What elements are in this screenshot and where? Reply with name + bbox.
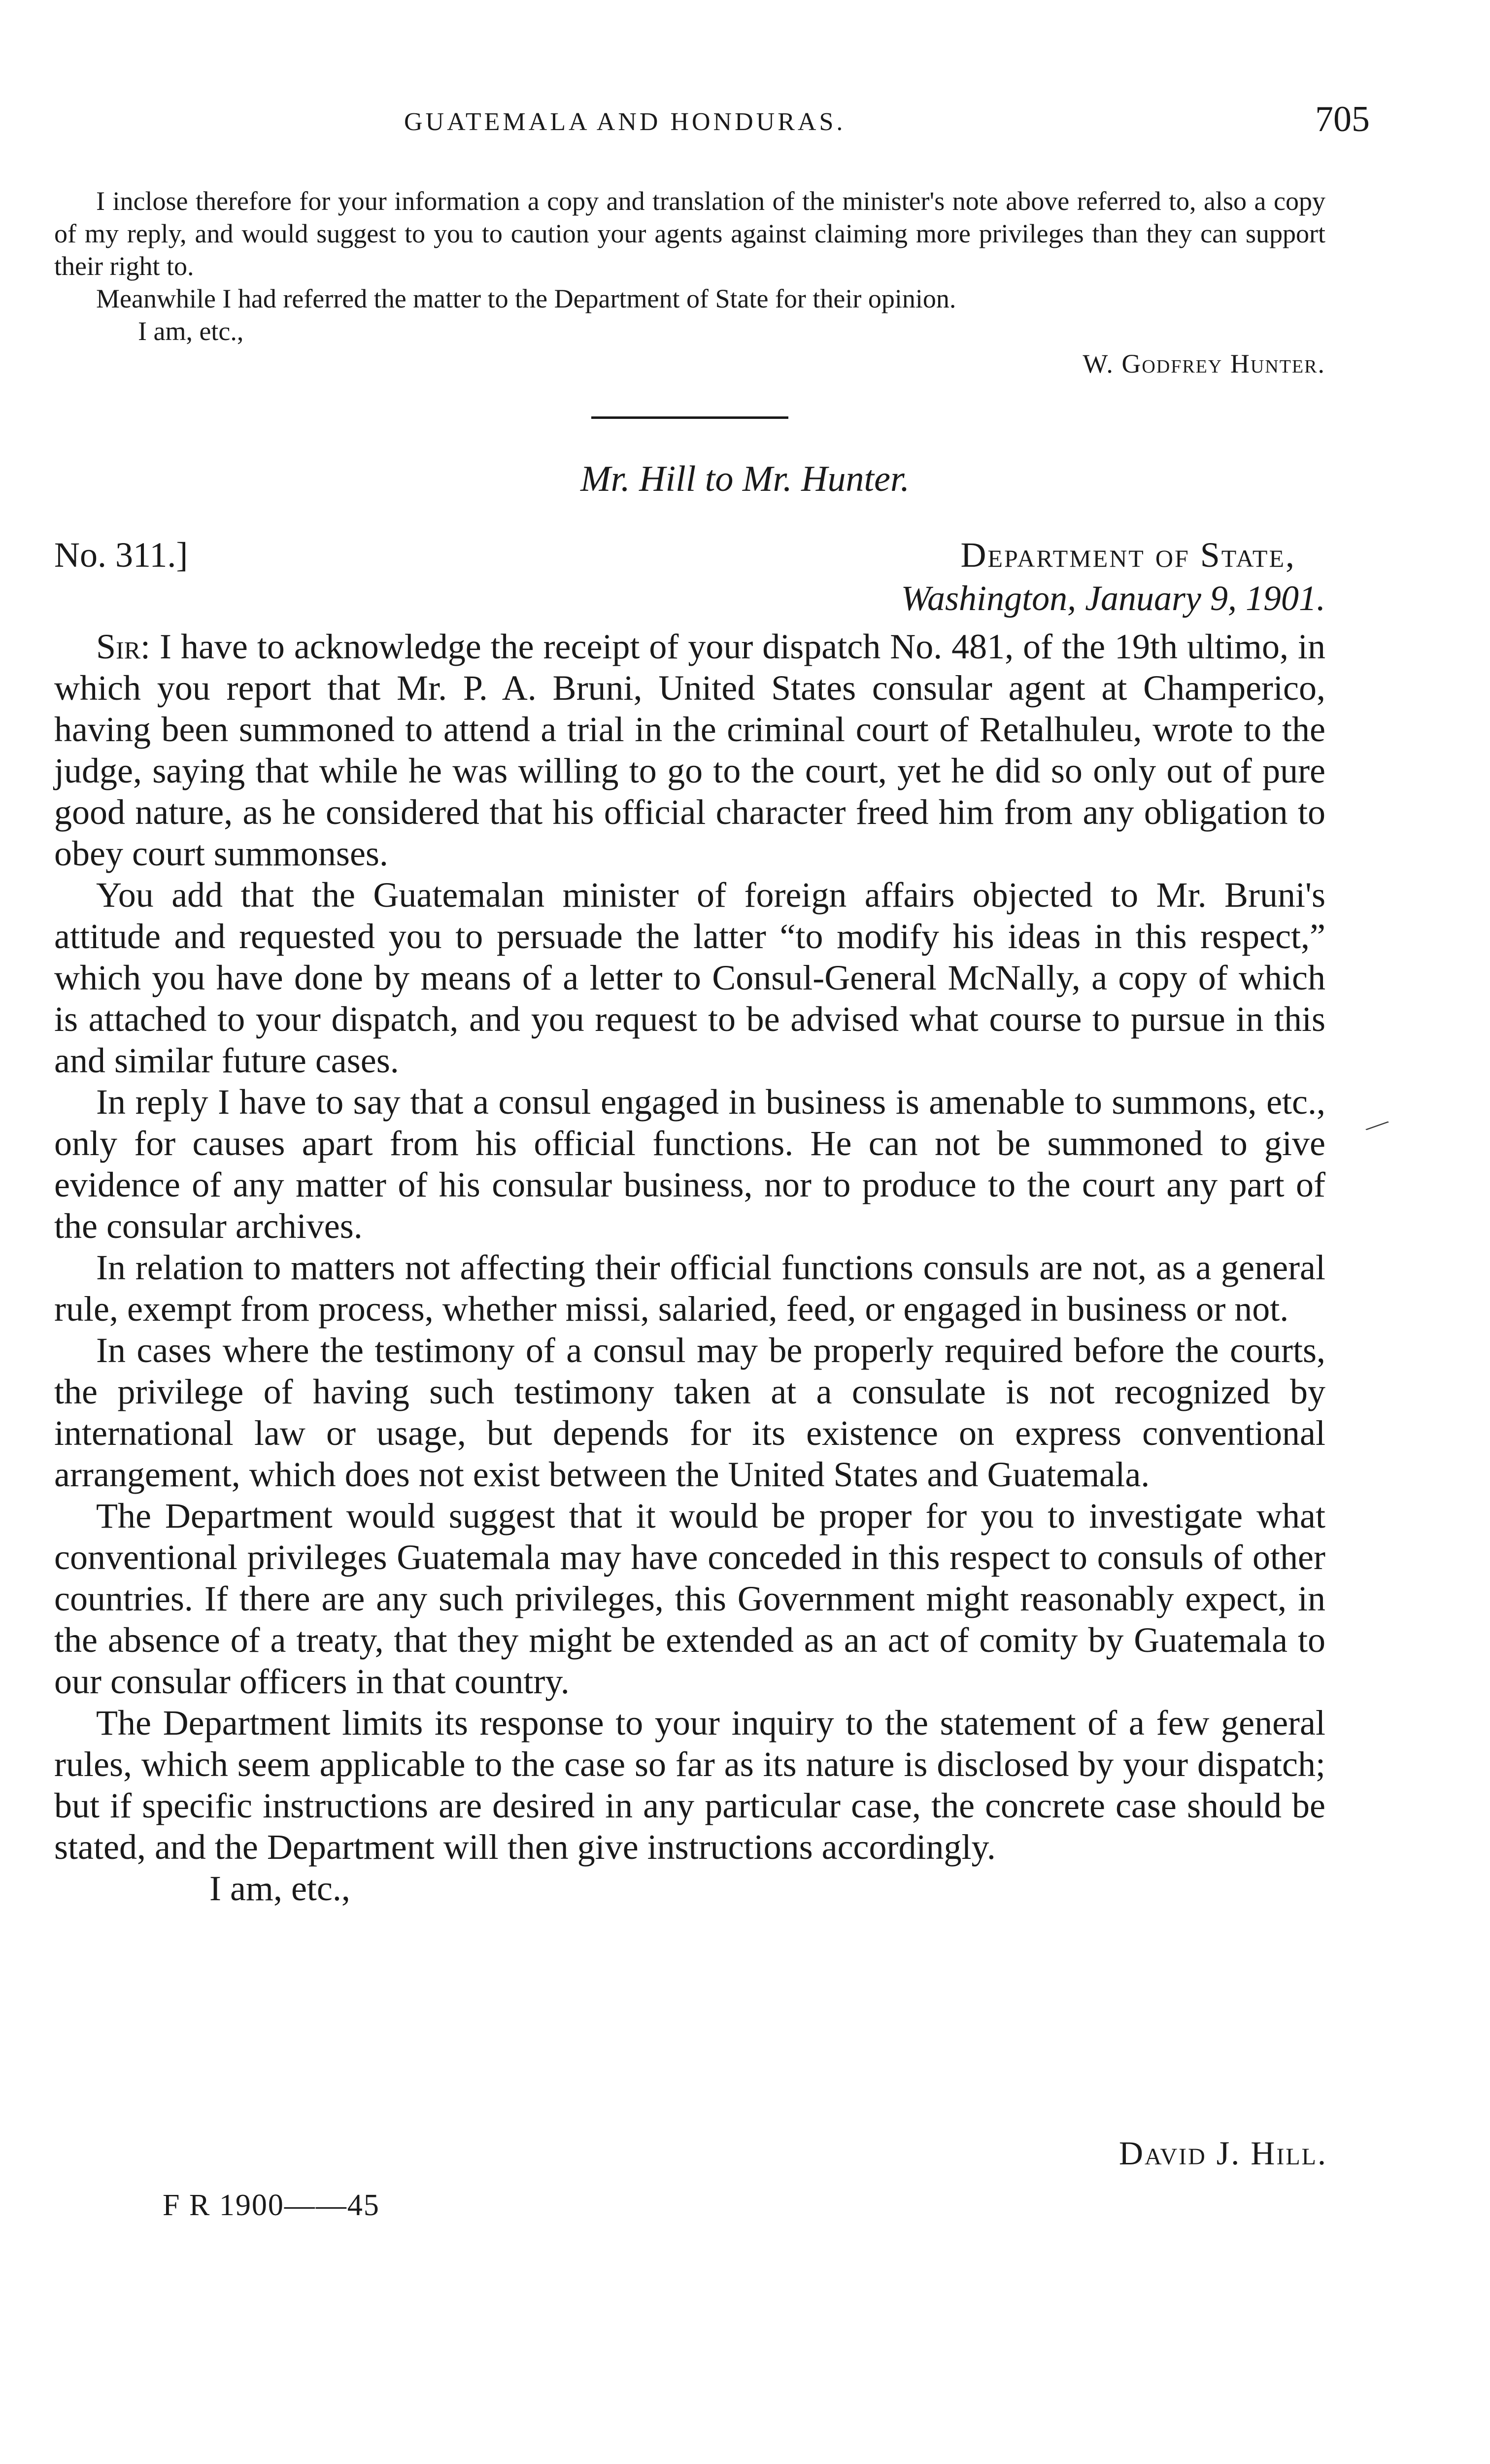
dispatch-number: No. 311.] bbox=[54, 535, 188, 575]
letter-heading: Mr. Hill to Mr. Hunter. bbox=[580, 459, 910, 499]
dispatch-header bbox=[54, 535, 1325, 623]
department-name: Department of State, bbox=[960, 535, 1296, 575]
paragraph-text: : I have to acknowledge the receipt of your dispatch No. 481, of the 19th ultimo, in which you report that Mr. P. A. Bruni, United States consular agent at Champerico, having been summoned to attend a trial in the criminal court of Retalhuleu, wrote to the judge, saying that while he was willing to go to the court, yet he did so only out of pure good nature, as he considered that his official character freed him from any obligation to obey court summonses. bbox=[54, 627, 1325, 873]
margin-mark: ⁄ bbox=[1366, 1111, 1389, 1140]
previous-letter-ending bbox=[54, 185, 1325, 380]
letter-signature: David J. Hill. bbox=[1118, 2134, 1327, 2172]
paragraph: In reply I have to say that a consul engaged in business is amenable to summons, etc., only for causes apart from his official functions. He can not be summoned to give evidence of any matter of his consular business, nor to produce to the court any part of the consular archives. bbox=[54, 1082, 1325, 1246]
printer-signature-mark: F R 1900——45 bbox=[163, 2189, 380, 2222]
signature: W. Godfrey Hunter. bbox=[1083, 349, 1325, 378]
salutation: Sir bbox=[96, 627, 141, 666]
paragraph bbox=[54, 626, 1325, 874]
closing: I am, etc., bbox=[209, 1869, 350, 1908]
paragraph: In cases where the testimony of a consul may be properly required before the courts, the privilege of having such testimony taken at a consulate is not recognized by international law or usage, but depends for its existence on express conventional arrangement, which does not exist between the United States and Guatemala. bbox=[54, 1331, 1325, 1494]
letter-body bbox=[54, 626, 1325, 1909]
paragraph: The Department limits its response to your inquiry to the statement of a few general rules, which seem applicable to the case so far as its nature is disclosed by your dispatch; but if specific instructions are desired in any particular case, the concrete case should be stated, and the Department will then give instructions accordingly. bbox=[54, 1703, 1325, 1867]
dateline: Washington, January 9, 1901. bbox=[901, 579, 1325, 618]
paragraph: I inclose therefore for your information a copy and translation of the minister's note above referred to, also a copy of my reply, and would suggest to you to caution your agents against claiming more privileges than they can support their right to. bbox=[54, 186, 1325, 281]
paragraph: In relation to matters not affecting their official functions consuls are not, as a general rule, exempt from process, whether missi, salaried, feed, or engaged in business or not. bbox=[54, 1248, 1325, 1329]
signoff: I am, etc., bbox=[138, 316, 244, 346]
page-header bbox=[49, 99, 1370, 153]
paragraph: The Department would suggest that it would be proper for you to investigate what conventional privileges Guatemala may have conceded in this respect to consuls of other countries. If there are any such privileges, this Government might reasonably expect, in the absence of a treaty, that they might be extended as an act of comity by Guatemala to our consular officers in that country. bbox=[54, 1496, 1325, 1701]
section-divider bbox=[591, 416, 788, 419]
page-number: 705 bbox=[1315, 99, 1370, 139]
running-title: GUATEMALA AND HONDURAS. bbox=[404, 108, 846, 136]
paragraph: Meanwhile I had referred the matter to the Department of State for their opinion. bbox=[96, 284, 956, 313]
paragraph: You add that the Guatemalan minister of foreign affairs objected to Mr. Bruni's attitude and requested you to persuade the latter “to modify his ideas in this respect,” which you have done by means of a letter to Consul-General McNally, a copy of which is attached to your dispatch, and you request to be advised what course to pursue in this and similar future cases. bbox=[54, 875, 1325, 1080]
